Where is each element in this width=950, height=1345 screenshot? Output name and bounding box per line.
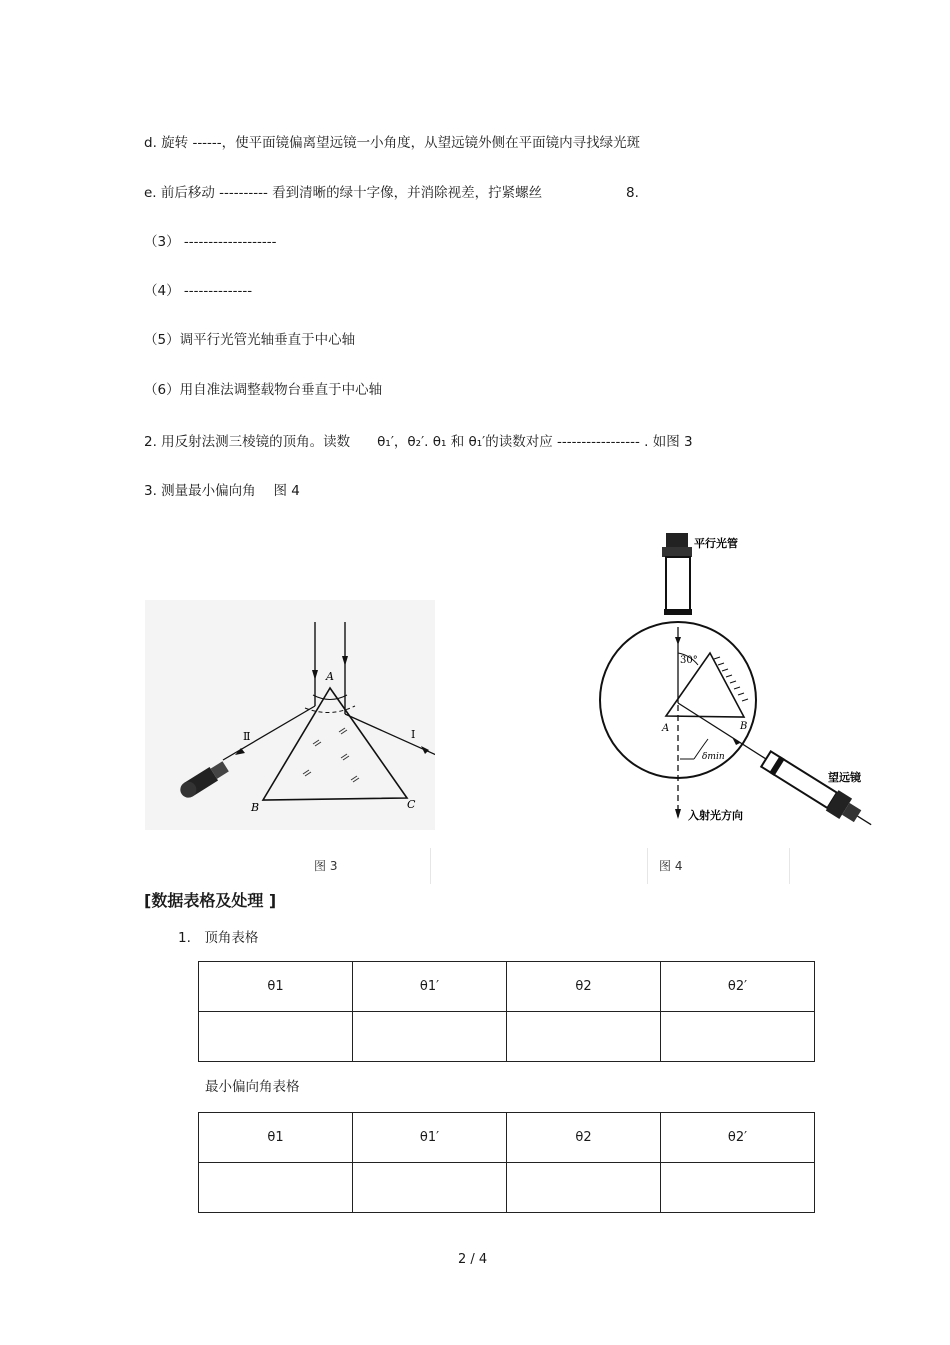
table-cell: [507, 1163, 661, 1213]
table-header-cell: θ2′: [661, 1113, 815, 1163]
table-cell: [199, 1163, 353, 1213]
section-title: [数据表格及处理 ]: [144, 891, 277, 910]
fig4-label-delta: δmin: [702, 752, 725, 762]
step-6: （6）用自准法调整载物台垂直于中心轴: [144, 382, 383, 398]
figure-4-caption: 图 4: [659, 859, 683, 873]
step-d: d. 旋转 ------，使平面镜偏离望远镜一小角度，从望远镜外侧在平面镜内寻找绿光斑: [144, 135, 641, 151]
min-deviation-table: [198, 1112, 815, 1213]
caption-separator: [789, 848, 790, 884]
table-header-cell: θ1: [199, 962, 353, 1012]
table-cell: [507, 1012, 661, 1062]
table-header-cell: θ2: [507, 1113, 661, 1163]
step-4: （4） --------------: [144, 283, 253, 299]
step-3: （3） -------------------: [144, 234, 277, 250]
fig3-label-b: B: [251, 801, 260, 814]
table-cell: [353, 1163, 507, 1213]
caption-separator: [647, 848, 648, 884]
apex-angle-table: [198, 961, 815, 1062]
fig3-label-ii: Ⅱ: [243, 730, 251, 743]
fig4-label-collimator: 平行光管: [694, 537, 738, 550]
fig4-label-b: B: [740, 721, 748, 732]
table-cell: [661, 1012, 815, 1062]
figure-3-caption: 图 3: [314, 859, 338, 873]
figure-3-diagram: [145, 600, 435, 830]
fig3-label-c: C: [407, 798, 416, 811]
fig4-label-incident: 入射光方向: [688, 809, 743, 822]
step-e-number: 8.: [626, 185, 639, 201]
table-cell: [199, 1012, 353, 1062]
table-header-cell: θ2′: [661, 962, 815, 1012]
fig4-label-a: A: [662, 723, 670, 734]
table-cell: [353, 1012, 507, 1062]
table-header-cell: θ1: [199, 1113, 353, 1163]
table-1-title: 1. 顶角表格: [178, 930, 259, 946]
fig3-label-a: A: [326, 670, 334, 683]
step-e: e. 前后移动 ---------- 看到清晰的绿十字像，并消除视差，拧紧螺丝: [144, 185, 543, 201]
page-number: 2 / 4: [458, 1252, 488, 1267]
table-cell: [661, 1163, 815, 1213]
fig4-label-telescope: 望远镜: [828, 771, 861, 784]
item-2: 2. 用反射法测三棱镜的顶角。读数 θ₁′，θ₂′. θ₁ 和 θ₁′的读数对应 ----------------- . 如图 3: [144, 434, 693, 450]
table-header-cell: θ2: [507, 962, 661, 1012]
fig3-label-i: I: [411, 728, 416, 741]
table-header-cell: θ1′: [353, 1113, 507, 1163]
step-5: （5）调平行光管光轴垂直于中心轴: [144, 332, 356, 348]
table-header-cell: θ1′: [353, 962, 507, 1012]
item-3: 3. 测量最小偏向角 图 4: [144, 483, 300, 499]
caption-separator: [430, 848, 431, 884]
figure-4-diagram: [590, 525, 890, 835]
fig4-label-angle: 30°: [680, 655, 698, 666]
table-2-title: 最小偏向角表格: [205, 1079, 300, 1095]
